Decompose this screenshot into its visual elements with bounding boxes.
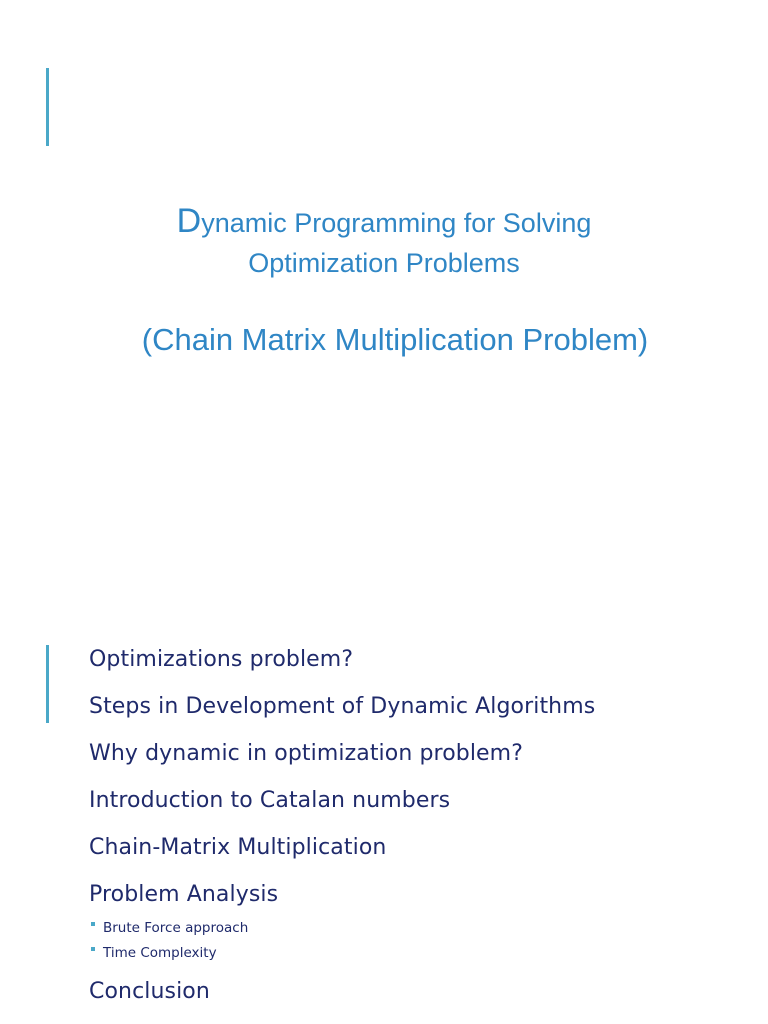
outline-item: Optimizations problem? xyxy=(89,647,354,672)
outline-sub-item-label: Time Complexity xyxy=(103,945,217,961)
accent-bar xyxy=(46,68,49,146)
bullet-icon xyxy=(91,947,95,951)
outline-sub-group xyxy=(89,918,595,968)
outline-sub-list xyxy=(89,918,595,968)
outline-item: Problem Analysis xyxy=(89,882,279,907)
outline-sub-item-label: Brute Force approach xyxy=(103,920,249,936)
outline-item: Steps in Development of Dynamic Algorithms xyxy=(89,694,596,719)
outline-item: Conclusion xyxy=(89,979,210,1004)
outline-item: Introduction to Catalan numbers xyxy=(89,788,451,813)
outline-item: Chain-Matrix Multiplication xyxy=(89,835,387,860)
bullet-icon xyxy=(91,922,95,926)
accent-bar xyxy=(46,645,49,723)
title-line1-rest: ynamic Programming for Solving xyxy=(201,208,592,238)
outline-sub-item xyxy=(91,943,595,968)
outline-item: Why dynamic in optimization problem? xyxy=(89,741,523,766)
outline-list xyxy=(89,642,595,1021)
slide-title-line2: Optimization Problems xyxy=(248,248,520,278)
slide-subtitle: (Chain Matrix Multiplication Problem) xyxy=(141,322,649,357)
outline-slide xyxy=(0,590,768,1024)
slide-title-line1 xyxy=(0,202,768,241)
outline-sub-item xyxy=(91,918,595,943)
title-first-letter: D xyxy=(176,202,202,240)
